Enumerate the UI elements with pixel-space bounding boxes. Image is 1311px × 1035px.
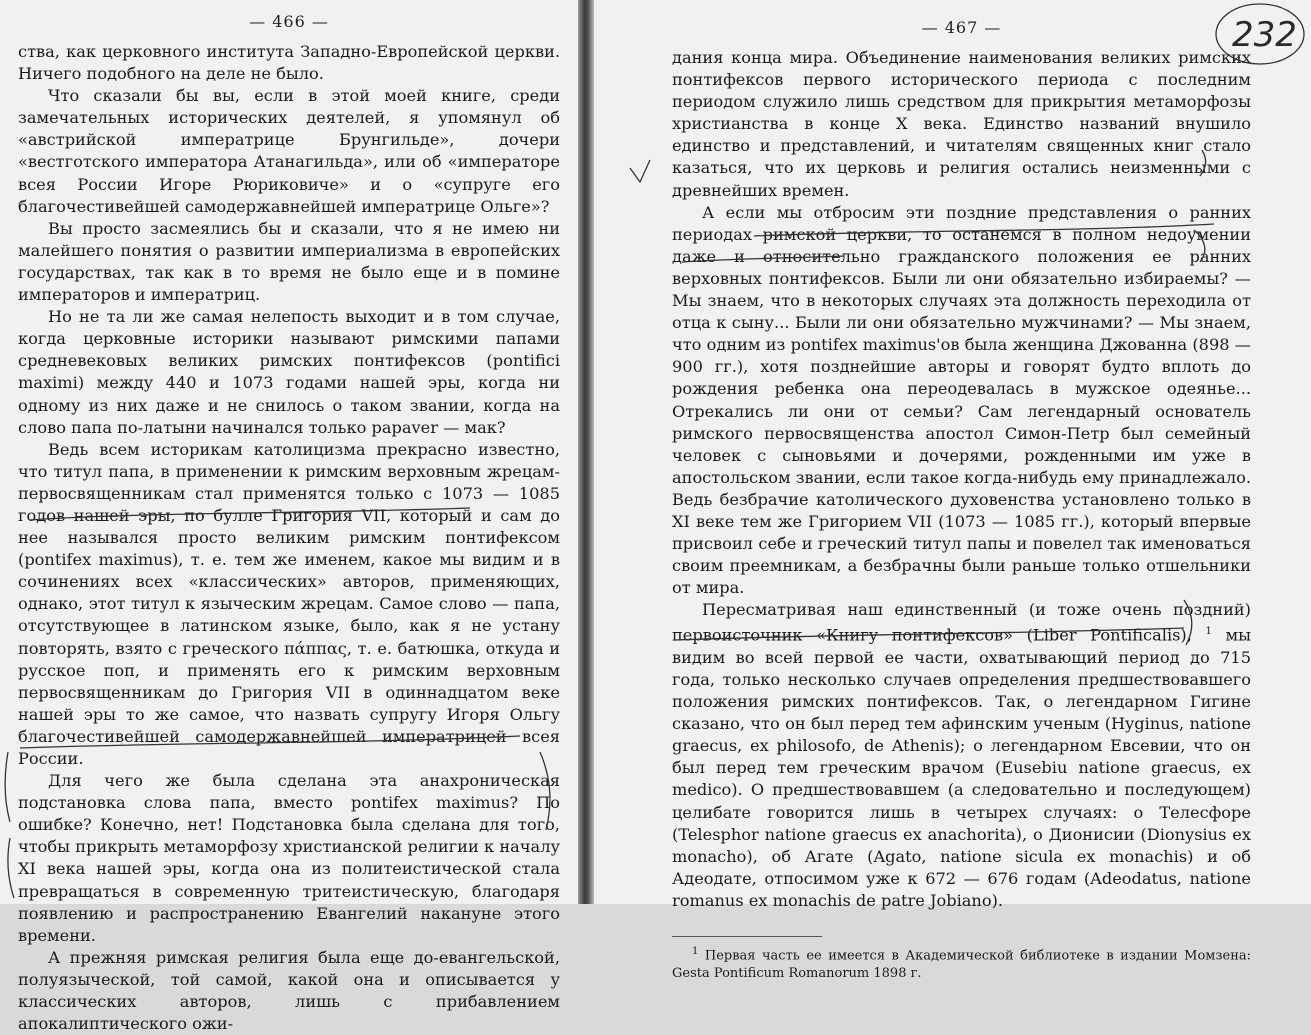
paragraph: Ведь всем историкам католицизма прекрасно известно, что титул папа, в применении к римским верховным жрецам-первосвященникам стал применятся только с 1073 — 1085 годов нашей эры, по булле Григория VII, который и сам до нее назывался просто великим римским понтифексом (pontifex maximus), т. е. тем же именем, какое мы видим и в сочинениях всех «классических» авторов, применяющих, однако, этот титул к языческим жрецам. Самое слово — папа, отсутствующее в латинском языке, было, как я не устану повторять, взято с греческого πάππας, т. е. батюшка, откуда и русское поп, и применять его к римским верховным первосвященникам до Григория VII в одиннадцатом веке нашей эры то же самое, что назвать супругу Игоря Ольгу благочестивейшей самодержавнейшей императрицей всея России. bbox=[18, 439, 560, 768]
paragraph-part: Пересматривая наш единственный (и тоже очень поздний) первоисточник «Книгу понтифексов» (Liber Pontificalis), bbox=[672, 600, 1251, 645]
book-gutter bbox=[578, 0, 594, 904]
paragraph: А прежняя римская религия была еще до-евангельской, полуязыческой, той самой, какой она и описывается у классических авторов, лишь с прибавлением апокалиптического ожи- bbox=[18, 947, 560, 1034]
paragraph: Вы просто засмеялись бы и сказали, что я не имею ни малейшего понятия о развитии империализма в европейских государствах, так как в то время не было еще и в помине императоров и императриц. bbox=[18, 218, 560, 305]
handwritten-number-text: 232 bbox=[1232, 15, 1297, 55]
footnote-text: Первая часть ее имеется в Академической библиотеке в издании Момзена: Gesta Pontificum Romanorum 1898 г. bbox=[672, 948, 1251, 982]
footnote bbox=[672, 943, 1251, 983]
page-number-left: — 466 — bbox=[249, 12, 329, 31]
left-page bbox=[0, 0, 578, 1034]
paragraph bbox=[672, 599, 1251, 912]
page-number-right: — 467 — bbox=[921, 18, 1002, 37]
margin-bracket-mark bbox=[5, 752, 10, 822]
footnote-reference: 1 bbox=[1205, 626, 1212, 638]
paragraph: Что сказали бы вы, если в этой моей книге, среди замечательных исторических деятелей, я упомянул об «австрийской императрице Брунгильде», дочери «вестготского императора Атанагильда», или об «императоре всея России Игоре Рюриковиче» и о «супруге его благочестивейшей самодержавнейшей императрице Ольге»? bbox=[18, 86, 560, 216]
paragraph-part: мы видим во всей первой ее части, охватывающий период до 715 года, только несколько случаев определения предшествовавшего положения римских понтифексов. Так, о легендарном Гигине сказано, что он был перед тем афинским ученым (Hyginus, natione graecus, ex philosofo, de Athenis); о легендарном Евсевии, что он был перед тем греческим врачом (Eusebiu natione graecus, ex medico). О предшествовавшем (а следовательно и последующем) целибате говорится лишь в четырех случаях: о Телесфоре (Telesphor natione graecus ex anachorita), о Дионисии (Dionysius ex monacho), об Агате (Agato, natione sicula ex monachis) и об Адеодате, отпосимом уже к 672 — 676 годам (Adeodatus, natione romanus ex monachis de patre Jobiano). bbox=[672, 625, 1251, 910]
paragraph: Для чего же была сделана эта анахроническая подстановка слова папа, вместо pontifex maximus? По ошибке? Конечно, нет! Подстановка была сделана для того, чтобы прикрыть метаморфозу христианской религии к началу XI века нашей эры, когда она из политеистической стала превращаться в современную тритеистическую, благодаря появлению и распространению Евангелий накануне этого времени. bbox=[18, 771, 560, 945]
footnote-divider bbox=[672, 936, 822, 937]
paragraph: дания конца мира. Объединение наименования великих римских понтифексов первого исторического периода с последним периодом служило лишь средством для прикрытия метаморфозы христианства в конце X века. Единство названий внушило единство и представлений, и читателям священных книг стало казаться, что их церковь и религия остались неизменными с древнейших времен. bbox=[672, 48, 1251, 200]
footnote-marker: 1 bbox=[692, 946, 699, 958]
paragraph: А если мы отбросим эти поздние представления о ранних периодах римской церкви, то останемся в полном недоумении даже и относительно гражданского положения ее ранних верховных понтифексов. Были ли они обязательно избираемы? — Мы знаем, что в некоторых случаях эта должность переходила от отца к сыну... Были ли они обязательно мужчинами? — Мы знаем, что одним из pontifex maximus'ов была женщина Джованна (898 — 900 гг.), хотя позднейшие авторы и говорят будто вплоть до рождения ребенка она переодевалась в мужское одеянье... Отрекались ли они от семьи? Сам легендарный основатель римского первосвященства апостол Симон-Петр был семейный человек с сыновьями и дочерями, рожденными им уже в апостольском звании, если такое когда-нибудь ему принадлежало. Ведь безбрачие католического духовенства установлено только в XI веке тем же Григорием VII (1073 — 1085 гг.), который впервые присвоил себе и греческий титул папы и повелел так именоваться своим преемникам, а безбрачны были раньше только отшельники от мира. bbox=[672, 202, 1251, 598]
left-page-text bbox=[18, 41, 560, 1035]
paragraph: ства, как церковного института Западно-Европейской церкви. Ничего подобного на деле не было. bbox=[18, 42, 560, 84]
right-page-text bbox=[672, 47, 1251, 912]
paragraph: Но не та ли же самая нелепость выходит и в том случае, когда церковные историки называют римскими папами средневековых великих римских понтифексов (pontifici maximi) между 440 и 1073 годами нашей эры, когда ни одному из них даже и не снилось о таком звании, когда на слово папа по-латыни начинался только papaver — мак? bbox=[18, 307, 560, 437]
margin-bracket-mark bbox=[8, 838, 14, 898]
right-page bbox=[594, 0, 1311, 982]
